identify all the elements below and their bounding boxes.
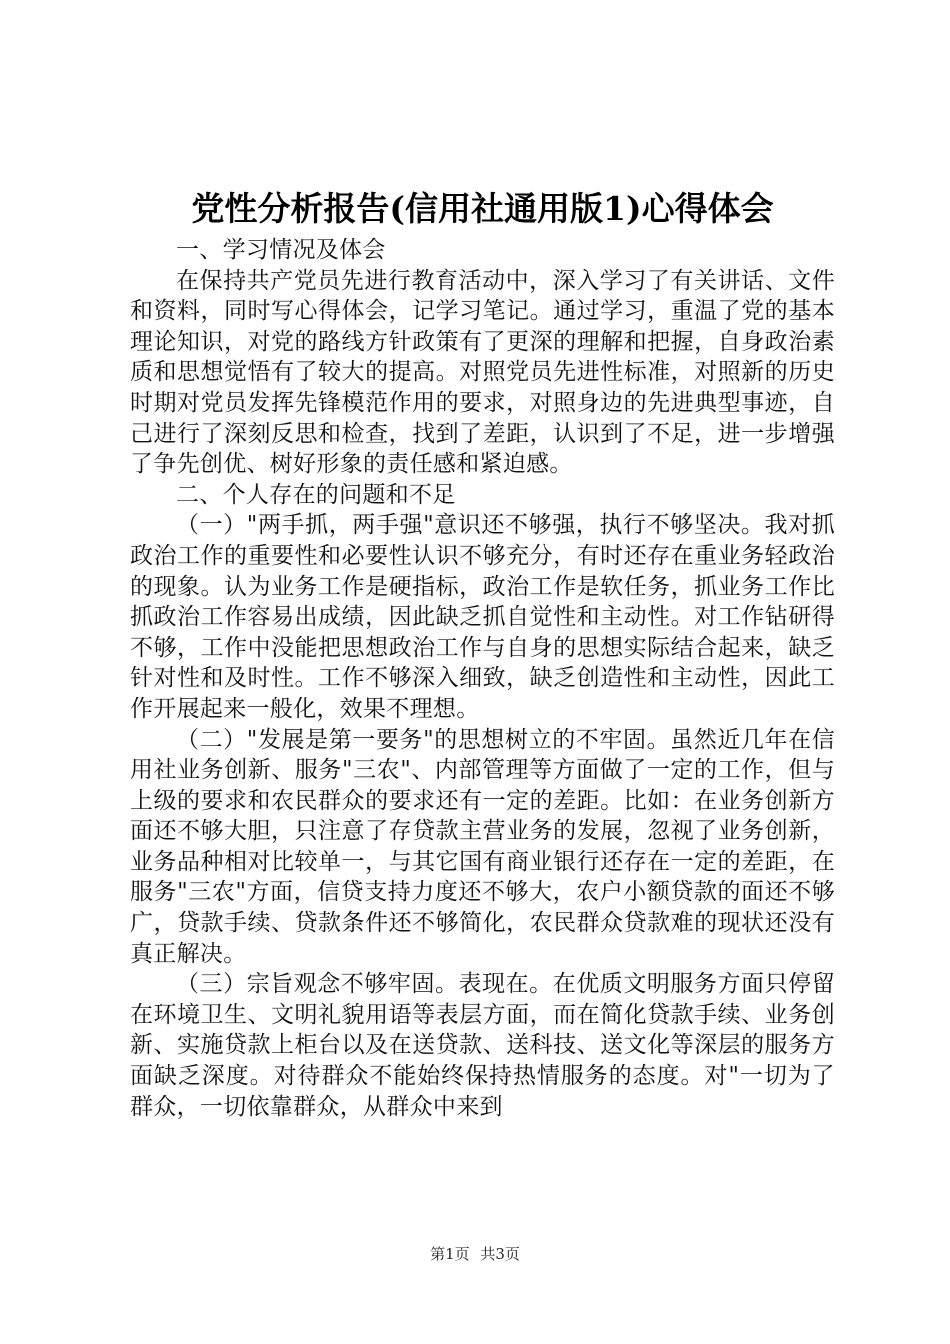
document-title: 党性分析报告(信用社通用版1)心得体会 [191, 189, 774, 228]
section-2-paragraph-2: （二）"发展是第一要务"的思想树立的不牢固。虽然近几年在信用社业务创新、服务"三农"、内部管理等方面做了一定的工作，但与上级的要求和农民群众的要求还有一定的差距。比如：在业务创新方面还不够大胆，只注意了存贷款主营业务的发展，忽视了业务创新，业务品种相对比较单一，与其它国有商业银行还存在一定的差距，在服务"三农"方面，信贷支持力度还不够大，农户小额贷款的面还不够广，贷款手续、贷款条件还不够简化，农民群众贷款难的现状还没有真正解决。 [130, 726, 835, 967]
section-2-paragraph-1: （一）"两手抓，两手强"意识还不够强，执行不够坚决。我对抓政治工作的重要性和必要性认识不够充分，有时还存在重业务轻政治的现象。认为业务工作是硬指标，政治工作是软任务，抓业务工作比抓政治工作容易出成绩，因此缺乏抓自觉性和主动性。对工作钻研得不够，工作中没能把思想政治工作与自身的思想实际结合起来，缺乏针对性和及时性。工作不够深入细致，缺乏创造性和主动性，因此工作开展起来一般化，效果不理想。 [130, 512, 835, 722]
section-heading-2: 二、个人存在的问题和不足 [176, 481, 456, 508]
document-body [130, 183, 835, 1122]
section-2-paragraph-3: （三）宗旨观念不够牢固。表现在。在优质文明服务方面只停留在环境卫生、文明礼貌用语等表层方面，而在简化贷款手续、业务创新、实施贷款上柜台以及在送贷款、送科技、送文化等深层的服务方面缺乏深度。对待群众不能始终保持热情服务的态度。对"一切为了群众，一切依靠群众，从群众中来到 [130, 971, 835, 1120]
section-1-paragraph-1: 在保持共产党员先进行教育活动中，深入学习了有关讲话、文件和资料，同时写心得体会，记学习笔记。通过学习，重温了党的基本理论知识，对党的路线方针政策有了更深的理解和把握，自身政治素质和思想觉悟有了较大的提高。对照党员先进性标准，对照新的历史时期对党员发挥先锋模范作用的要求，对照身边的先进典型事迹，自己进行了深刻反思和检查，找到了差距，认识到了不足，进一步增强了争先创优、树好形象的责任感和紧迫感。 [130, 267, 835, 478]
page-total: 共3页 [480, 1245, 520, 1263]
page-number: 第1页 [430, 1245, 470, 1263]
section-heading-1: 一、学习情况及体会 [176, 237, 386, 263]
page-footer [0, 1243, 950, 1264]
